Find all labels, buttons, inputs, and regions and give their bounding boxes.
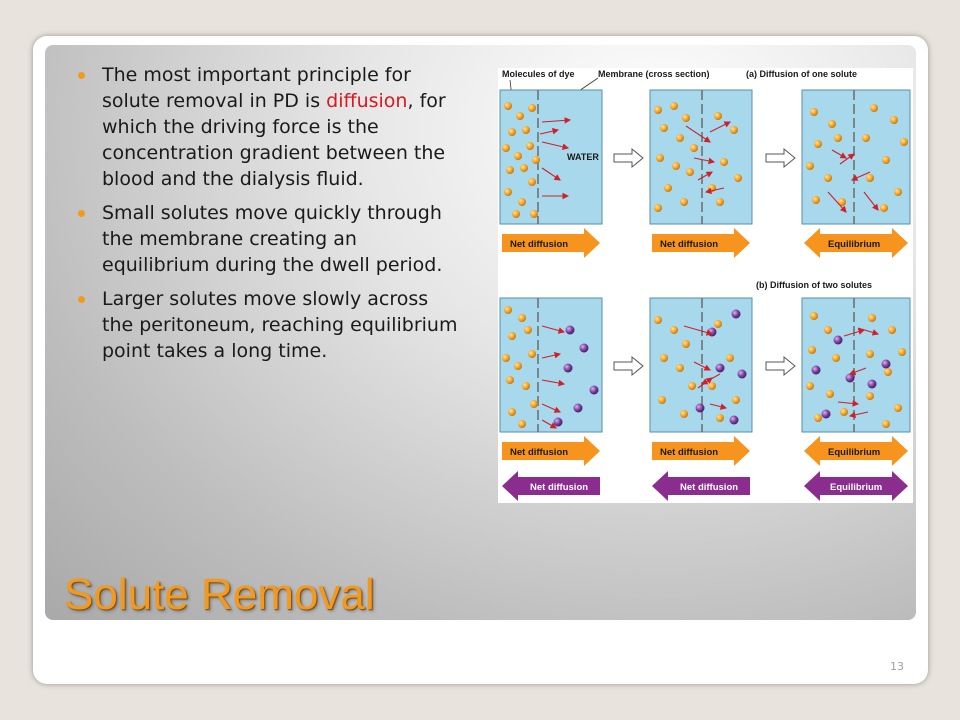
small-solute-molecule	[656, 154, 664, 162]
small-solute-molecule	[814, 140, 822, 148]
bullet-dot-icon	[78, 296, 85, 303]
bullet-item	[78, 286, 463, 364]
bullet-dot-icon	[78, 210, 85, 217]
large-solute-molecule	[564, 364, 573, 373]
large-solute-molecule	[738, 370, 747, 379]
heading-two-solutes: (b) Diffusion of two solutes	[756, 280, 872, 290]
large-solute-molecule	[732, 310, 741, 319]
net-diffusion-arrow-purple-b2	[652, 471, 750, 501]
net-diffusion-label: Net diffusion	[680, 482, 739, 493]
small-solute-molecule	[528, 178, 536, 186]
bullet-text-rest: , for which the driving force is the concentration gradient between the blood and the dialysis fluid.	[102, 90, 446, 190]
net-diffusion-arrow-a1	[502, 228, 600, 258]
small-solute-molecule	[514, 152, 522, 160]
small-solute-molecule	[530, 210, 538, 218]
small-solute-molecule	[524, 326, 532, 334]
small-solute-molecule	[506, 376, 514, 384]
small-solute-molecule	[882, 420, 890, 428]
small-solute-molecule	[814, 414, 822, 422]
small-solute-molecule	[870, 104, 878, 112]
small-solute-molecule	[654, 316, 662, 324]
bullet-item	[78, 62, 463, 192]
small-solute-molecule	[726, 354, 734, 362]
small-solute-molecule	[862, 134, 870, 142]
large-solute-molecule	[812, 366, 821, 375]
net-diffusion-label: Net diffusion	[660, 239, 719, 250]
small-solute-molecule	[824, 174, 832, 182]
large-solute-molecule	[554, 418, 563, 427]
small-solute-molecule	[868, 314, 876, 322]
small-solute-molecule	[682, 340, 690, 348]
bullet-item	[78, 200, 463, 278]
small-solute-molecule	[880, 204, 888, 212]
label-molecules: Molecules of dye	[502, 69, 575, 79]
large-solute-molecule	[868, 380, 877, 389]
net-diffusion-arrow-b2	[652, 436, 750, 466]
small-solute-molecule	[900, 138, 908, 146]
small-solute-molecule	[528, 350, 536, 358]
small-solute-molecule	[522, 126, 530, 134]
small-solute-molecule	[522, 382, 530, 390]
small-solute-molecule	[682, 114, 690, 122]
equilibrium-arrow-b3	[804, 436, 908, 466]
small-solute-molecule	[658, 396, 666, 404]
small-solute-molecule	[654, 204, 662, 212]
small-solute-molecule	[810, 312, 818, 320]
small-solute-molecule	[672, 162, 680, 170]
small-solute-molecule	[532, 156, 540, 164]
bullet-text: Small solutes move quickly through the membrane creating an equilibrium during the dwell period.	[102, 202, 443, 276]
small-solute-molecule	[806, 162, 814, 170]
page-number: 13	[890, 660, 904, 673]
large-solute-molecule	[730, 416, 739, 425]
small-solute-molecule	[502, 354, 510, 362]
small-solute-molecule	[734, 174, 742, 182]
small-solute-molecule	[526, 142, 534, 150]
small-solute-molecule	[828, 120, 836, 128]
diffusion-figure	[498, 68, 913, 503]
bullet-text: Larger solutes move slowly across the peritoneum, reaching equilibrium point takes a long time.	[102, 288, 458, 362]
equilibrium-arrow-a3	[804, 228, 908, 258]
net-diffusion-label: Net diffusion	[510, 447, 569, 458]
small-solute-molecule	[660, 354, 668, 362]
net-diffusion-label: Net diffusion	[510, 239, 569, 250]
diffusion-diagram	[498, 68, 913, 503]
bullet-list	[78, 62, 463, 372]
small-solute-molecule	[840, 408, 848, 416]
label-water: WATER	[567, 152, 599, 162]
small-solute-molecule	[518, 198, 526, 206]
small-solute-molecule	[670, 326, 678, 334]
small-solute-molecule	[680, 198, 688, 206]
large-solute-molecule	[846, 374, 855, 383]
label-membrane: Membrane (cross section)	[598, 69, 710, 79]
bullet-dot-icon	[78, 72, 85, 79]
small-solute-molecule	[506, 166, 514, 174]
net-diffusion-label: Net diffusion	[660, 447, 719, 458]
small-solute-molecule	[516, 112, 524, 120]
small-solute-molecule	[520, 164, 528, 172]
small-solute-molecule	[882, 156, 890, 164]
small-solute-molecule	[528, 104, 536, 112]
small-solute-molecule	[676, 364, 684, 372]
small-solute-molecule	[716, 198, 724, 206]
small-solute-molecule	[660, 124, 668, 132]
equilibrium-arrow-purple-b3	[804, 471, 908, 501]
large-solute-molecule	[834, 336, 843, 345]
small-solute-molecule	[810, 108, 818, 116]
large-solute-molecule	[882, 360, 891, 369]
small-solute-molecule	[504, 306, 512, 314]
large-solute-molecule	[716, 364, 725, 373]
small-solute-molecule	[894, 188, 902, 196]
small-solute-molecule	[530, 400, 538, 408]
tank-a2	[650, 90, 752, 224]
large-solute-molecule	[590, 386, 599, 395]
small-solute-molecule	[884, 368, 892, 376]
small-solute-molecule	[670, 102, 678, 110]
small-solute-molecule	[866, 174, 874, 182]
small-solute-molecule	[514, 362, 522, 370]
small-solute-molecule	[826, 390, 834, 398]
small-solute-molecule	[502, 144, 510, 152]
highlight-term: diffusion	[326, 90, 408, 112]
small-solute-molecule	[690, 144, 698, 152]
small-solute-molecule	[714, 320, 722, 328]
large-solute-molecule	[708, 328, 717, 337]
small-solute-molecule	[716, 414, 724, 422]
small-solute-molecule	[680, 410, 688, 418]
small-solute-molecule	[866, 350, 874, 358]
tank-a3	[802, 90, 910, 224]
equilibrium-label: Equilibrium	[828, 239, 881, 250]
small-solute-molecule	[732, 396, 740, 404]
small-solute-molecule	[708, 382, 716, 390]
small-solute-molecule	[832, 354, 840, 362]
small-solute-molecule	[518, 420, 526, 428]
tank-b3	[802, 298, 910, 432]
small-solute-molecule	[508, 408, 516, 416]
small-solute-molecule	[688, 382, 696, 390]
bullet-text: The most important principle for solute removal in PD is	[102, 64, 411, 112]
equilibrium-label: Equilibrium	[828, 447, 881, 458]
slide-title: Solute Removal	[64, 570, 375, 619]
small-solute-molecule	[504, 188, 512, 196]
small-solute-molecule	[890, 116, 898, 124]
net-diffusion-arrow-b1	[502, 436, 600, 466]
small-solute-molecule	[834, 134, 842, 142]
large-solute-molecule	[580, 344, 589, 353]
large-solute-molecule	[574, 404, 583, 413]
small-solute-molecule	[714, 112, 722, 120]
small-solute-molecule	[664, 184, 672, 192]
small-solute-molecule	[518, 314, 526, 322]
small-solute-molecule	[730, 126, 738, 134]
large-solute-molecule	[822, 410, 831, 419]
small-solute-molecule	[512, 210, 520, 218]
small-solute-molecule	[824, 326, 832, 334]
small-solute-molecule	[508, 128, 516, 136]
small-solute-molecule	[654, 106, 662, 114]
large-solute-molecule	[696, 404, 705, 413]
net-diffusion-arrow-purple-b1	[502, 471, 600, 501]
small-solute-molecule	[504, 102, 512, 110]
small-solute-molecule	[894, 404, 902, 412]
small-solute-molecule	[808, 346, 816, 354]
small-solute-molecule	[898, 348, 906, 356]
small-solute-molecule	[676, 134, 684, 142]
small-solute-molecule	[806, 382, 814, 390]
small-solute-molecule	[812, 196, 820, 204]
small-solute-molecule	[866, 392, 874, 400]
net-diffusion-label: Net diffusion	[530, 482, 589, 493]
small-solute-molecule	[686, 168, 694, 176]
small-solute-molecule	[508, 332, 516, 340]
small-solute-molecule	[888, 326, 896, 334]
heading-one-solute: (a) Diffusion of one solute	[746, 69, 857, 79]
large-solute-molecule	[566, 326, 575, 335]
equilibrium-label: Equilibrium	[830, 482, 883, 493]
net-diffusion-arrow-a2	[652, 228, 750, 258]
small-solute-molecule	[720, 158, 728, 166]
